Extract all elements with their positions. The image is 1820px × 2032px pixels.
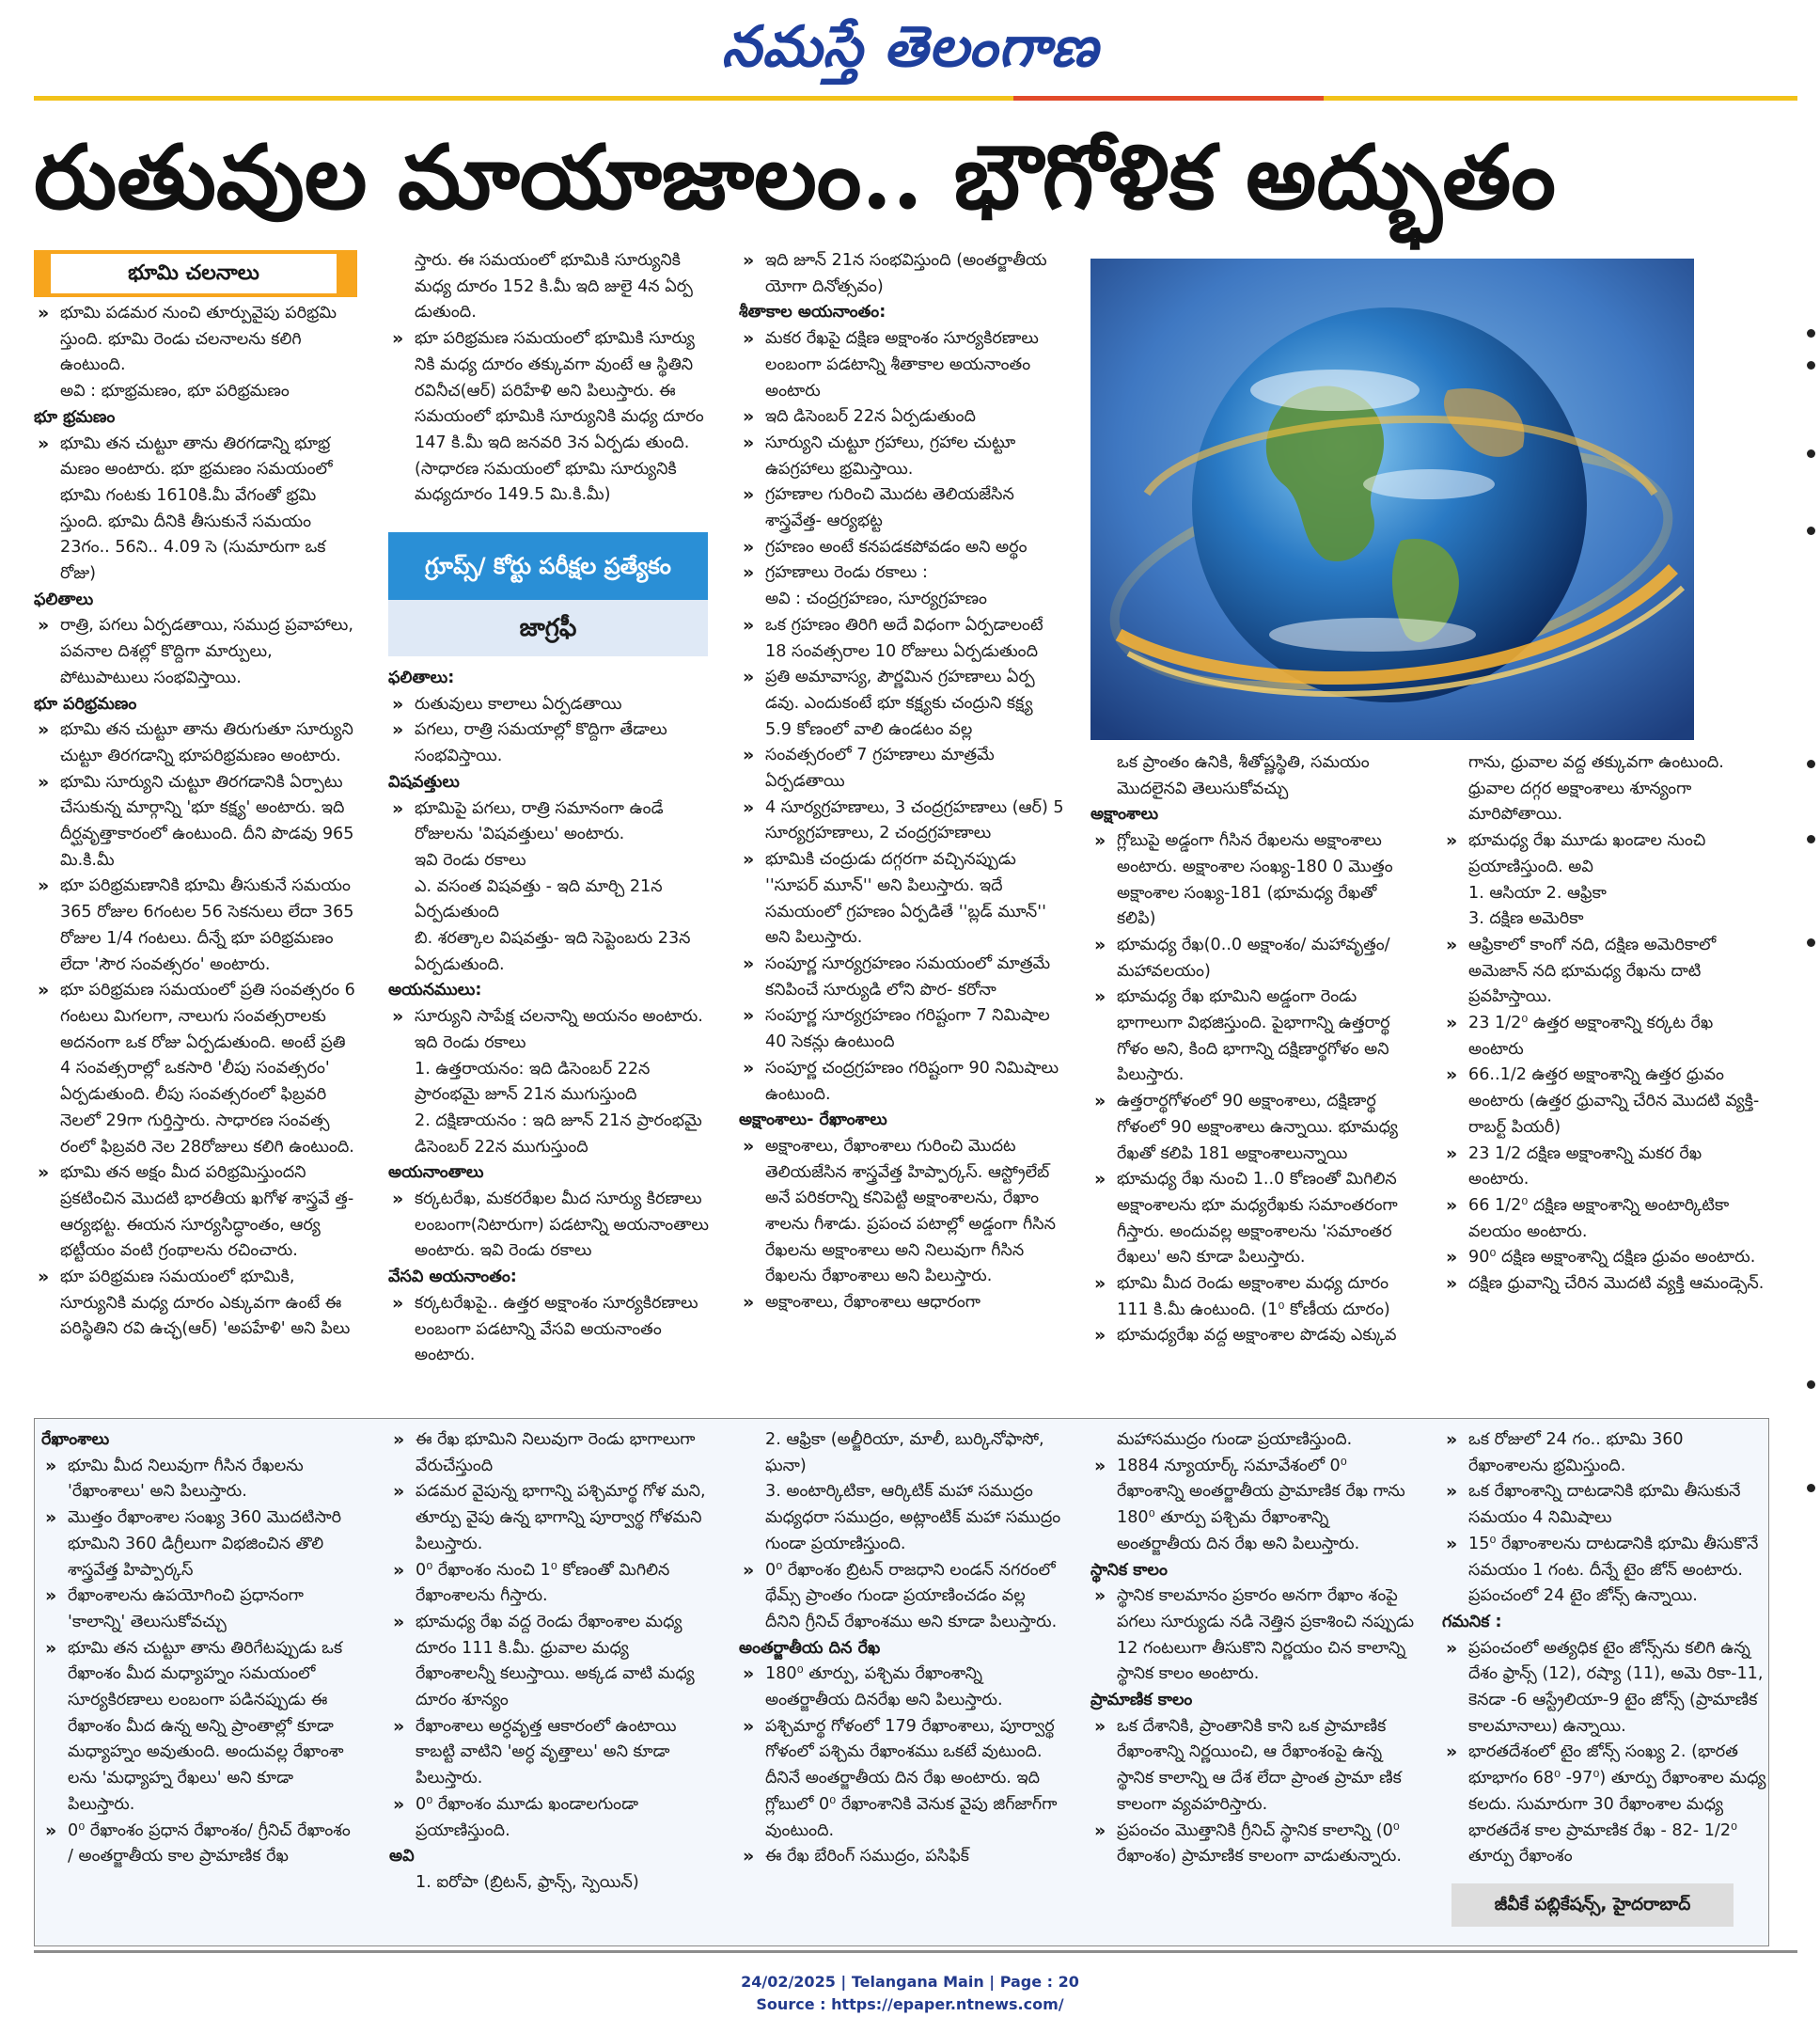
subheading: ప్రామాణిక కాలం [1090, 1691, 1193, 1710]
bullet-point: » సంపూర్ణ సూర్యగ్రహణం సమయంలో మాత్రమే కనిపించే సూర్యుడి లోని పొర- కరోనా [739, 952, 1064, 1003]
subheading: ఫలితాలు [34, 590, 94, 609]
bullet-point: » రేఖాంశాలు అర్ధవృత్త ఆకారంలో ఉంటాయి కాబట్టి వాటిని 'అర్ధ వృత్తాలు' అని కూడా పిలుస్తారు. [389, 1714, 713, 1792]
subheading: భూ పరిభ్రమణం [34, 694, 137, 714]
bullet-point: » 66 1/2⁰ దక్షిణ అక్షాంశాన్ని అంటార్కిటికా వలయం అంటారు. [1442, 1193, 1767, 1245]
bullet-point: » 15⁰ రేఖాంశాలను దాటడానికి భూమి తీసుకొనే సమయం 1 గంట. దీన్నే టైం జోన్‌ అంటారు. ప్రపంచంలో 24 టైం జోన్స్‌ ఉన్నాయి. [1442, 1532, 1767, 1610]
promo-subject: జాగ్రఫీ [519, 614, 577, 642]
panel-column-5 [1442, 1427, 1767, 1870]
publisher-credit: జీవీకే పబ్లికేషన్స్‌, హైదరాబాద్‌ [1451, 1883, 1734, 1927]
bullet-point: » ఇది డిసెంబర్‌ 22న ఏర్పడుతుంది [739, 404, 1064, 431]
bullet-point: » భూమధ్య రేఖ(0..0 అక్షాంశం/ మహావృత్తం/ మహావలయం) [1090, 933, 1416, 984]
bullet-point: » భూమి తన చుట్టూ తాను తిరిగేటప్పుడు ఒక రేఖాంశం మీద మధ్యాహ్నం సమయంలో సూర్యకిరణాలు లంబంగా పడినప్పుడు ఈ రేఖాంశం మీద ఉన్న అన్ని ప్రాంతాల్లో కూడా మధ్యాహ్నం అవుతుంది. అందువల్ల రేఖాంశా లను 'మధ్యాహ్న రేఖలు' అని కూడా పిలుస్తారు. [41, 1636, 361, 1819]
bullet-point: » 0⁰ రేఖాంశం బ్రిటన్‌ రాజధాని లండన్‌ నగరంలో థేమ్స్‌ ప్రాంతం గుండా ప్రయాణించడం వల్ల దీనిని గ్రీనిచ్‌ రేఖాంశము అని కూడా పిలుస్తారు. [739, 1558, 1064, 1636]
body-text: 2. దక్షిణాయనం : ఇది జూన్‌ 21న ప్రారంభమై డిసెంబర్‌ 22న ముగుస్తుంది [415, 1111, 702, 1157]
panel-column-3 [739, 1427, 1064, 1870]
subheading: అక్షాంశాలు- రేఖాంశాలు [739, 1111, 887, 1130]
subheading: ఫలితాలు: [388, 669, 455, 687]
subheading: గమనిక : [1442, 1612, 1502, 1631]
bullet-marker [1807, 760, 1815, 768]
bullet-point: » 180⁰ తూర్పు, పశ్చిమ రేఖాంశాన్ని అంతర్జాతీయ దినరేఖ అని పిలుస్తారు. [739, 1662, 1064, 1713]
bullet-point: » భూమధ్య రేఖ నుంచి 1..0 కోణంతో మిగిలిన అక్షాంశాలను భూ మధ్యరేఖకు సమాంతరంగా గీస్తారు. అందువల్ల అక్షాంశాలను 'సమాంతర రేఖలు' అని కూడా పిలుస్తారు. [1090, 1167, 1416, 1271]
body-text: 3. దక్షిణ అమెరికా [1468, 909, 1584, 929]
bullet-marker [1807, 329, 1815, 338]
bullet-point: » భూమధ్య రేఖ మూడు ఖండాల నుంచి ప్రయాణిస్తుంది. అవి [1442, 828, 1767, 880]
bullet-point: » ఈ రేఖ బేరింగ్‌ సముద్రం, పసిఫిక్‌ [739, 1844, 1064, 1870]
bullet-marker [1807, 835, 1815, 843]
bullet-marker [1807, 938, 1815, 947]
bullet-point: » 0⁰ రేఖాంశం నుంచి 1⁰ కోణంతో మిగిలిన రేఖాంశాలను గీస్తారు. [389, 1558, 713, 1610]
body-text: మహాసముద్రం గుండా ప్రయాణిస్తుంది. [1117, 1430, 1353, 1449]
article-column-3 [739, 248, 1064, 1316]
bullet-point: » సంపూర్ణ చంద్రగ్రహణం గరిష్టంగా 90 నిమిషాలు ఉంటుంది. [739, 1056, 1064, 1108]
bullet-point: » ఒక రోజులో 24 గం.. భూమి 360 రేఖాంశాలను భ్రమిస్తుంది. [1442, 1427, 1767, 1479]
subheading: అంతర్జాతీయ దిన రేఖ [739, 1638, 881, 1658]
body-text: అవి : చంద్రగ్రహణం, సూర్యగ్రహణం [765, 590, 987, 609]
bullet-point: » సూర్యుని చుట్టూ గ్రహాలు, గ్రహాల చుట్టూ ఉపగ్రహాలు భ్రమిస్తాయి. [739, 431, 1064, 482]
article-column-2-bottom [388, 666, 712, 1369]
bullet-point: » గ్లోబుపై అడ్డంగా గీసిన రేఖలను అక్షాంశాలు అంటారు. అక్షాంశాల సంఖ్య-180 0 మొత్తం అక్షాంశాల సంఖ్య-181 (భూమధ్య రేఖతో కలిపి) [1090, 828, 1416, 933]
body-text: ఒక ప్రాంతం ఉనికి, శీతోష్ణస్థితి, సమయం మొదలైనవి తెలుసుకోవచ్చు [1117, 753, 1370, 798]
bullet-point: » ఉత్తరార్థగోళంలో 90 అక్షాంశాలు, దక్షిణార్థ గోళంలో 90 అక్షాంశాలు ఉన్నాయి. భూమధ్య రేఖతో కలిపి 181 అక్షాంశాలున్నాయి [1090, 1089, 1416, 1167]
body-text: స్తారు. ఈ సమయంలో భూమికి సూర్యునికి మధ్య దూరం 152 కి.మీ ఇది జులై 4న ఏర్ప డుతుంది. [415, 251, 693, 323]
bullet-point: » భూమి మీద నిలువుగా గీసిన రేఖలను 'రేఖాంశాలు' అని పిలుస్తారు. [41, 1454, 361, 1505]
bullet-point: » ప్రపంచం మొత్తానికి గ్రీనిచ్‌ స్థానిక కాలాన్ని (0⁰ రేఖాంశం) ప్రామాణిక కాలంగా వాడుతున్నారు. [1090, 1819, 1416, 1870]
body-text: ఇవి రెండు రకాలు [415, 850, 526, 870]
masthead-rule [34, 96, 1797, 101]
bullet-point: » ఈ రేఖ భూమిని నిలువుగా రెండు భాగాలుగా వేరుచేస్తుంది [389, 1427, 713, 1479]
bullet-point: » దక్షిణ ధ్రువాన్ని చేరిన మొదటి వ్యక్తి ఆమండ్సెన్‌. [1442, 1271, 1767, 1298]
masthead-logo[interactable]: నమస్తే తెలంగాణ [721, 14, 1099, 80]
bullet-point: » రేఖాంశాలను ఉపయోగించి ప్రధానంగా 'కాలాన్ని' తెలుసుకోవచ్చు [41, 1583, 361, 1635]
bullet-point: » భూ పరిభ్రమణానికి భూమి తీసుకునే సమయం 365 రోజుల 6గంటల 56 సెకనులు లేదా 365 రోజుల 1/4 గంటలు. దీన్నే భూ పరిభ్రమణం లేదా 'సౌర సంవత్సరం' అంటారు. [34, 874, 359, 978]
bullet-marker [1807, 449, 1815, 458]
bullet-point: » భారతదేశంలో టైం జోన్స్‌ సంఖ్య 2. (భారత భూభాగం 68⁰ -97⁰) తూర్పు రేఖాంశాల మధ్య కలదు. సుమారుగా 30 రేఖాంశాల మధ్య భారతదేశ కాల ప్రామాణిక రేఖ - 82- 1/2⁰ తూర్పు రేఖాంశం [1442, 1740, 1767, 1870]
bullet-point: » మొత్తం రేఖాంశాల సంఖ్య 360 మొదటిసారి భూమిని 360 డిగ్రీలుగా విభజించిన తొలి శాస్త్రవేత్త హిప్పార్కస్‌ [41, 1505, 361, 1583]
bullet-point: » పశ్చిమార్థ గోళంలో 179 రేఖాంశాలు, పూర్వార్థ గోళంలో పశ్చిమ రేఖాంశము ఒకటే వుటుంది. దీనినే అంతర్జాతీయ దిన రేఖ అంటారు. ఇది గ్లోబులో 0⁰ రేఖాంశానికి వెనుక వైపు జిగ్‌జాగ్‌గా వుంటుంది. [739, 1714, 1064, 1845]
exam-promo-box [388, 532, 708, 656]
bullet-point: » మకర రేఖపై దక్షిణ అక్షాంశం సూర్యకిరణాలు లంబంగా పడటాన్ని శీతాకాల అయనాంతం అంటారు [739, 326, 1064, 404]
bullet-point: » సంవత్సరంలో 7 గ్రహణాలు మాత్రమే ఏర్పడతాయి [739, 743, 1064, 795]
subheading: అక్షాంశాలు [1090, 805, 1159, 825]
article-column-1 [34, 301, 359, 1343]
section-title: భూమి చలనాలు [51, 254, 337, 293]
body-text: గాను, ధ్రువాల వద్ద తక్కువగా ఉంటుంది. ధ్రువాల దగ్గర అక్షాంశాలు శూన్యంగా మారిపోతాయి. [1468, 753, 1724, 825]
subheading: అయనములు: [388, 981, 482, 1000]
bullet-point: » 0⁰ రేఖాంశం మూడు ఖండాలగుండా ప్రయాణిస్తుంది. [389, 1792, 713, 1844]
bullet-point: » స్థానిక కాలమానం ప్రకారం అనగా రేఖాం శంపై పగలు సూర్యుడు నడి నెత్తిన ప్రకాశించి నప్పుడు 12 గంటలుగా తీసుకొని నిర్ణయం చిన కాలాన్ని స్థానిక కాలం అంటారు. [1090, 1583, 1416, 1688]
bullet-point: » భూమి తన అక్షం మీద పరిభ్రమిస్తుందని ప్రకటించిన మొదటి భారతీయ ఖగోళ శాస్త్రవే త్త-ఆర్యభట్ట. ఈయన సూర్యసిద్ధాంతం, ఆర్య భట్టీయం వంటి గ్రంథాలను రచించారు. [34, 1160, 359, 1265]
bullet-point: » గ్రహణాలు రెండు రకాలు : [739, 560, 1064, 587]
bullet-point: » 4 సూర్యగ్రహణాలు, 3 చంద్రగ్రహణాలు (ఆర్‌) 5 సూర్యగ్రహణాలు, 2 చంద్రగ్రహణాలు [739, 795, 1064, 847]
bullet-point: » ఒక రేఖాంశాన్ని దాటడానికి భూమి తీసుకునే సమయం 4 నిమిషాలు [1442, 1479, 1767, 1531]
body-text: అవి : భూభ్రమణం, భూ పరిభ్రమణం [60, 382, 290, 402]
bullet-point: » ఆఫ్రికాలో కాంగో నది, దక్షిణ అమెరికాలో అమెజాన్‌ నది భూమధ్య రేఖను దాటి ప్రవహిస్తాయి. [1442, 933, 1767, 1011]
bullet-point: » గ్రహణం అంటే కనపడకపోవడం అని అర్థం [739, 535, 1064, 561]
masthead-rule-accent [1013, 96, 1324, 101]
bullet-point: » అక్షాంశాలు, రేఖాంశాలు గురించి మొదట తెలియజేసిన శాస్త్రవేత్త హిప్పార్కస్‌. ఆస్ట్రోలేబ్‌ అనే పరికరాన్ని కనిపెట్టి అక్షాంశాలను, రేఖాం శాలను గీశాడు. ప్రపంచ పటాల్లో అడ్డంగా గీసిన రేఖలను అక్షాంశాలు అని నిలువుగా గీసిన రేఖలను రేఖాంశాలు అని పిలుస్తారు. [739, 1134, 1064, 1290]
bullet-point: » భూమధ్య రేఖ భూమిని అడ్డంగా రెండు భాగాలుగా విభజిస్తుంది. పైభాగాన్ని ఉత్తరార్థ గోళం అని, కింది భాగాన్ని దక్షిణార్థగోళం అని పిలుస్తారు. [1090, 984, 1416, 1089]
bullet-point: » భూమికి చంద్రుడు దగ్గరగా వచ్చినప్పుడు ''సూపర్‌ మూన్‌'' అని పిలుస్తారు. ఇదే సమయంలో గ్రహణం ఏర్పడితే ''బ్లడ్‌ మూన్‌'' అని పిలుస్తారు. [739, 847, 1064, 952]
article-column-4 [1090, 750, 1416, 1349]
body-text: 1. ఐరోపా (బ్రిటన్‌, ఫ్రాన్స్‌, స్పెయిన్‌) [416, 1872, 639, 1892]
section-label [34, 250, 357, 297]
subheading: అయనాంతాలు [388, 1163, 484, 1183]
bullet-point: » భూమి మీద రెండు అక్షాంశాల మధ్య దూరం 111 కి.మీ ఉంటుంది. (1⁰ కోణీయ దూరం) [1090, 1271, 1416, 1323]
globe-illustration [1090, 259, 1694, 740]
panel-column-1 [41, 1427, 361, 1870]
bullet-point: » రుతువులు కాలాలు ఏర్పడతాయి [388, 692, 712, 718]
bullet-marker [1807, 361, 1815, 370]
bullet-point: » భూమి తన చుట్టూ తాను తిరగడాన్ని భూభ్ర మణం అంటారు. భూ భ్రమణం సమయంలో భూమి గంటకు 1610కి.మీ వేగంతో భ్రమి స్తుంది. భూమి దీనికి తీసుకునే సమయం 23గం.. 56ని.. 4.09 సె (సుమారుగా ఒక రోజు) [34, 432, 359, 588]
bullet-point: » ఒక గ్రహణం తిరిగి అదే విధంగా ఏర్పడాలంటే 18 సంవత్సరాల 10 రోజులు ఏర్పడుతుంది [739, 613, 1064, 665]
body-text: ఎ. వసంత విషవత్తు - ఇది మార్చి 21న ఏర్పడుతుంది [415, 876, 663, 922]
subheading: శీతాకాల అయనాంతం: [739, 303, 886, 323]
subheading: వేసవి అయనాంతం: [388, 1268, 517, 1287]
subheading: స్థానిక కాలం [1090, 1560, 1168, 1580]
body-text: 3. అంటార్కిటికా, ఆర్కిటిక్‌ మహా సముద్రం మధ్యధరా సముద్రం, అట్లాంటిక్‌ మహా సముద్రం గుండా ప్రయాణిస్తుంది. [765, 1482, 1061, 1553]
bullet-point: » ప్రతి అమావాస్య, పౌర్ణమిన గ్రహణాలు ఏర్ప డవు. ఎందుకంటే భూ కక్ష్యకు చంద్రుని కక్ష్య 5.9 కోణంలో వాలి ఉండటం వల్ల [739, 665, 1064, 743]
bullet-point: » 23 1/2⁰ ఉత్తర అక్షాంశాన్ని కర్కట రేఖ అంటారు [1442, 1011, 1767, 1063]
bullet-point: » భూమధ్య రేఖ వద్ద రెండు రేఖాంశాల మధ్య దూరం 111 కి.మీ. ధ్రువాల మధ్య రేఖాంశాలన్నీ కలుస్తాయి. అక్కడ వాటి మధ్య దూరం శూన్యం [389, 1610, 713, 1714]
bullet-point: » కర్కటరేఖపై.. ఉత్తర అక్షాంశం సూర్యకిరణాలు లంబంగా పడటాన్ని వేసవి అయనాంతం అంటారు. [388, 1291, 712, 1369]
bullet-point: » భూమి తన చుట్టూ తాను తిరుగుతూ సూర్యుని చుట్టూ తిరగడాన్ని భూపరిభ్రమణం అంటారు. [34, 717, 359, 769]
bullet-point: » రాత్రి, పగలు ఏర్పడతాయి, సముద్ర ప్రవాహాలు, పవనాల దిశల్లో కొద్దిగా మార్పులు, పోటుపాటులు సంభవిస్తాయి. [34, 613, 359, 691]
bullet-point: » పగలు, రాత్రి సమయాల్లో కొద్దిగా తేడాలు సంభవిస్తాయి. [388, 717, 712, 769]
bullet-point: » 1884 న్యూయార్క్‌ సమావేశంలో 0⁰ రేఖాంశాన్ని అంతర్జాతీయ ప్రామాణిక రేఖ గాను 180⁰ తూర్పు పశ్చిమ రేఖాంశాన్ని అంతర్జాతీయ దిన రేఖ అని పిలుస్తారు. [1090, 1454, 1416, 1558]
panel-column-2 [389, 1427, 713, 1897]
body-text: 1. ఉత్తరాయనం: ఇది డిసెంబర్‌ 22న ప్రారంభమై జూన్‌ 21న ముగుస్తుంది [415, 1059, 651, 1105]
panel-column-4 [1090, 1427, 1416, 1870]
bullet-point: » భూ పరిభ్రమణ సమయంలో ప్రతి సంవత్సరం 6 గంటలు మిగలగా, నాలుగు సంవత్సరాలకు అదనంగా ఒక రోజు ఏర్పడుతుంది. అంటే ప్రతి 4 సంవత్సరాల్లో ఒకసారి 'లీపు సంవత్సరం' ఏర్పడుతుంది. లీపు సంవత్సరంలో ఫిబ్రవరి నెలలో 29గా గుర్తిస్తారు. సాధారణ సంవత్స రంలో ఫిబ్రవరి నెల 28రోజులు కలిగి ఉంటుంది. [34, 978, 359, 1160]
bullet-point: » సంపూర్ణ సూర్యగ్రహణం గరిష్టంగా 7 నిమిషాల 40 సెకన్లు ఉంటుంది [739, 1003, 1064, 1055]
bullet-point: » 0⁰ రేఖాంశం ప్రధాన రేఖాంశం/ గ్రీనిచ్‌ రేఖాంశం / అంతర్జాతీయ కాల ప్రామాణిక రేఖ [41, 1819, 361, 1870]
bullet-point: » భూ పరిభ్రమణ సమయంలో భూమికి సూర్యు నికి మధ్య దూరం తక్కువగా వుంటే ఆ స్థితిని రవినీచ(ఆర్‌) పరిహేళి అని పిలుస్తారు. ఈ సమయంలో భూమికి సూర్యునికి మధ్య దూరం 147 కి.మీ ఇది జనవరి 3న ఏర్పడు తుంది. (సాధారణ సమయంలో భూమి సూర్యునికి మధ్యదూరం 149.5 మి.కి.మీ) [388, 326, 712, 509]
bullet-point: » భూ పరిభ్రమణ సమయంలో భూమికి, సూర్యునికి మధ్య దూరం ఎక్కువగా ఉంటే ఈ పరిస్థితిని రవి ఉచ్ఛ(ఆర్‌) 'అపహేళి' అని పిలు [34, 1265, 359, 1343]
bullet-point: » కర్కటరేఖ, మకరరేఖల మీద సూర్యు కిరణాలు లంబంగా(నిటారుగా) పడటాన్ని అయనాంతాలు అంటారు. ఇవి రెండు రకాలు [388, 1187, 712, 1265]
footer-rule [34, 1950, 1797, 1953]
bullet-point: » 90⁰ దక్షిణ అక్షాంశాన్ని దక్షిణ ధ్రువం అంటారు. [1442, 1245, 1767, 1271]
adjacent-page-strip [1792, 102, 1820, 1945]
bullet-point: » గ్రహణాల గురించి మొదట తెలియజేసిన శాస్త్రవేత్త- ఆర్యభట్ట [739, 482, 1064, 534]
subheading: భూ భ్రమణం [34, 407, 116, 427]
article-column-2-top [388, 248, 712, 509]
bullet-point: » ఇది జూన్‌ 21న సంభవిస్తుంది (అంతర్జాతీయ యోగా దినోత్సవం) [739, 248, 1064, 300]
bullet-point: » భూమి పడమర నుంచి తూర్పువైపు పరిభ్రమి స్తుంది. భూమి రెండు చలనాలను కలిగి ఉంటుంది. [34, 301, 359, 379]
subheading: విషవత్తులు [388, 772, 460, 792]
bullet-point: » 66..1/2 ఉత్తర అక్షాంశాన్ని ఉత్తర ధ్రువం అంటారు (ఉత్తర ధ్రువాన్ని చేరిన మొదటి వ్యక్తి- రాబర్ట్‌ పియరీ) [1442, 1063, 1767, 1141]
bullet-point: » అక్షాంశాలు, రేఖాంశాలు ఆధారంగా [739, 1290, 1064, 1316]
promo-title: గ్రూప్స్‌/ కోర్టు పరీక్షల ప్రత్యేకం [388, 532, 708, 600]
edition-info: 24/02/2025 | Telangana Main | Page : 20 [741, 1973, 1079, 1991]
bullet-point: » ఒక దేశానికి, ప్రాంతానికి కాని ఒక ప్రామాణిక రేఖాంశాన్ని నిర్ణయించి, ఆ రేఖాంశంపై ఉన్న స్థానిక కాలాన్ని ఆ దేశ లేదా ప్రాంత ప్రామా ణిక కాలంగా వ్యవహరిస్తారు. [1090, 1714, 1416, 1819]
bullet-point: » 23 1/2 దక్షిణ అక్షాంశాన్ని మకర రేఖ అంటారు. [1442, 1142, 1767, 1193]
article-headline: రుతువుల మాయాజాలం.. భౌగోళిక అద్భుతం [34, 126, 1556, 229]
body-text: 2. ఆఫ్రికా (అల్జీరియా, మాలీ, బుర్కినోఫాసో, ఘనా) [765, 1430, 1044, 1475]
bullet-point: » భూమధ్యరేఖ వద్ద అక్షాంశాల పొడవు ఎక్కువ [1090, 1323, 1416, 1349]
bullet-marker [1807, 1484, 1815, 1492]
bullet-marker [1807, 1380, 1815, 1389]
body-text: బి. శరత్కాల విషవత్తు- ఇది సెప్టెంబరు 23న ఏర్పడుతుంది. [415, 929, 691, 974]
earth-globe-image [1090, 259, 1694, 740]
bullet-point: » భూమిపై పగలు, రాత్రి సమానంగా ఉండే రోజులను 'విషవత్తులు' అంటారు. [388, 796, 712, 848]
bullet-marker [1807, 527, 1815, 535]
bullet-point: » భూమి సూర్యుని చుట్టూ తిరగడానికి ఏర్పాటు చేసుకున్న మార్గాన్ని 'భూ కక్ష్య' అంటారు. ఇది దీర్ఘవృత్తాకారంలో ఉంటుంది. దీని పొడవు 965 మి.కి.మీ [34, 770, 359, 874]
bullet-point: » పడమర వైపున్న భాగాన్ని పశ్చిమార్థ గోళ మని, తూర్పు వైపు ఉన్న భాగాన్ని పూర్వార్థ గోళమని పిలుస్తారు. [389, 1479, 713, 1557]
page-footer [0, 1971, 1820, 2016]
bullet-point: » సూర్యుని సాపేక్ష చలనాన్ని అయనం అంటారు. ఇది రెండు రకాలు [388, 1004, 712, 1056]
body-text: 1. ఆసియా 2. ఆఫ్రికా [1468, 883, 1607, 903]
article-column-5 [1442, 750, 1767, 1298]
bullet-point: » ప్రపంచంలో అత్యధిక టైం జోన్స్‌ను కలిగి ఉన్న దేశం ఫ్రాన్స్‌ (12), రష్యా (11), అమె రికా-11, కెనడా -6 ఆస్ట్రేలియా-9 టైం జోన్స్‌ (ప్రామాణిక కాలమానాలు) ఉన్నాయి. [1442, 1636, 1767, 1741]
subheading: అవి [389, 1847, 415, 1867]
subheading: రేఖాంశాలు [41, 1430, 110, 1449]
source-link[interactable]: Source : https://epaper.ntnews.com/ [756, 1995, 1064, 2013]
